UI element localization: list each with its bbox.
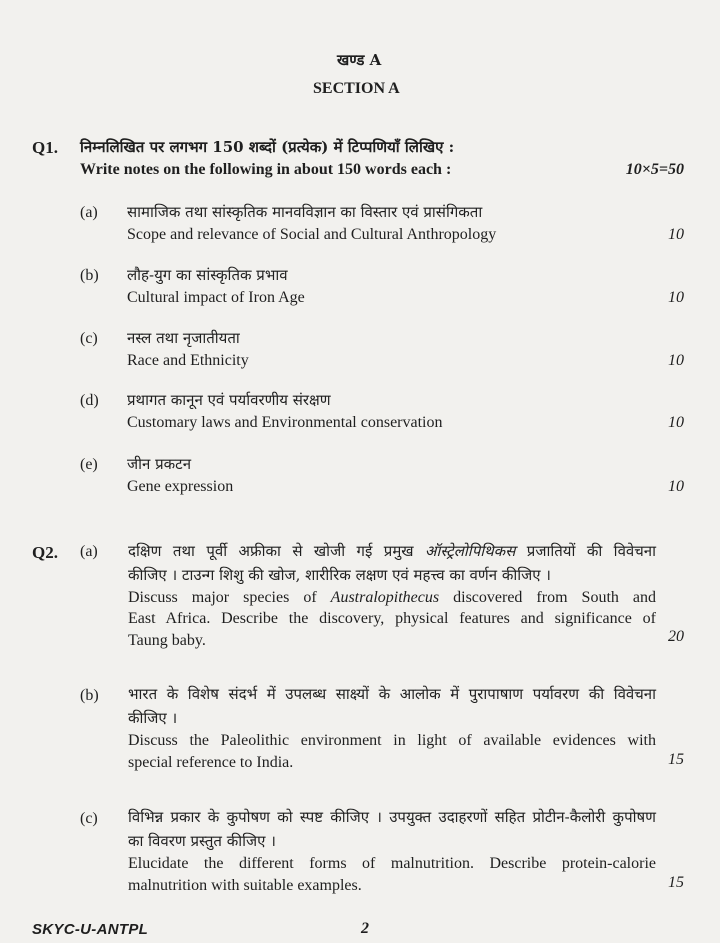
q1-part-marks: 10 (668, 226, 684, 243)
q2-part-a-hindi-line1: दक्षिण तथा पूर्वी अफ्रीका से खोजी गई प्रमुख ऑस्ट्रेलोपिथिकस प्रजातियों की विवेचना (128, 542, 656, 560)
q1-instruction-hindi: निम्नलिखित पर लगभग 150 शब्दों (प्रत्येक) में टिप्पणियाँ लिखिए : (80, 138, 455, 156)
q1-part-hindi: जीन प्रकटन (127, 455, 192, 473)
page-number: 2 (361, 920, 369, 937)
q1-part-text: Scope and relevance of Social and Cultural Anthropology (127, 226, 497, 243)
paper-code: SKYC-U-ANTPL (32, 921, 149, 938)
q1-part-label: (e) (80, 456, 98, 473)
q1-part-marks: 10 (668, 352, 684, 369)
q2-part-c-text-line1: Elucidate the different forms of malnutrition. Describe protein-calorie (128, 855, 656, 872)
q2-part-a-label: (a) (80, 543, 98, 560)
q2-part-b-marks: 15 (668, 751, 684, 768)
q2-part-b-text-line2: special reference to India. (128, 754, 294, 771)
q2-part-b-text-line1: Discuss the Paleolithic environment in light of available evidences with (128, 732, 656, 749)
q2-part-a-marks: 20 (668, 628, 684, 645)
q1-part-label: (c) (80, 330, 98, 347)
question-number-1: Q1. (32, 138, 58, 157)
q1-part-hindi: नस्ल तथा नृजातीयता (127, 329, 240, 347)
q2-part-c-marks: 15 (668, 874, 684, 891)
q1-part-hindi: प्रथागत कानून एवं पर्यावरणीय संरक्षण (127, 391, 331, 409)
q1-part-label: (a) (80, 204, 98, 221)
q1-part-marks: 10 (668, 414, 684, 431)
q2-part-b-hindi-line2: कीजिए । (128, 709, 178, 727)
q2-part-c-text-line2: malnutrition with suitable examples. (128, 877, 362, 894)
q1-part-marks: 10 (668, 289, 684, 306)
q1-part-text: Customary laws and Environmental conservation (127, 414, 443, 431)
q1-part-text: Race and Ethnicity (127, 352, 249, 369)
q2-part-c-label: (c) (80, 810, 98, 827)
section-title-hindi: खण्ड A (337, 51, 382, 69)
section-title: SECTION A (313, 80, 400, 97)
q1-instruction: Write notes on the following in about 150 words each : (80, 161, 452, 178)
q2-part-a-text-line3: Taung baby. (128, 632, 206, 649)
q1-part-text: Gene expression (127, 478, 234, 495)
q1-part-text: Cultural impact of Iron Age (127, 289, 305, 306)
q1-part-label: (d) (80, 392, 99, 409)
q1-marks: 10×5=50 (625, 161, 684, 178)
q2-part-b-hindi-line1: भारत के विशेष संदर्भ में उपलब्ध साक्ष्यों के आलोक में पुरापाषाण पर्यावरण की विवेचना (128, 685, 656, 703)
q1-part-label: (b) (80, 267, 99, 284)
q2-part-c-hindi-line2: का विवरण प्रस्तुत कीजिए । (128, 832, 276, 850)
q1-part-hindi: लौह-युग का सांस्कृतिक प्रभाव (127, 266, 288, 284)
q2-part-a-text-line2: East Africa. Describe the discovery, physical features and significance of (128, 610, 656, 627)
q2-part-c-hindi-line1: विभिन्न प्रकार के कुपोषण को स्पष्ट कीजिए । उपयुक्त उदाहरणों सहित प्रोटीन-कैलोरी कुपोषण (128, 808, 656, 826)
q1-part-marks: 10 (668, 478, 684, 495)
q2-part-a-hindi-line2: कीजिए । टाउन्ग शिशु की खोज, शारीरिक लक्षण एवं महत्त्व का वर्णन कीजिए । (128, 566, 551, 584)
q1-part-hindi: सामाजिक तथा सांस्कृतिक मानवविज्ञान का विस्तार एवं प्रासंगिकता (127, 203, 483, 221)
q2-part-b-label: (b) (80, 687, 99, 704)
question-number-2: Q2. (32, 543, 58, 562)
q2-part-a-text-line1: Discuss major species of Australopithecus discovered from South and (128, 589, 656, 606)
